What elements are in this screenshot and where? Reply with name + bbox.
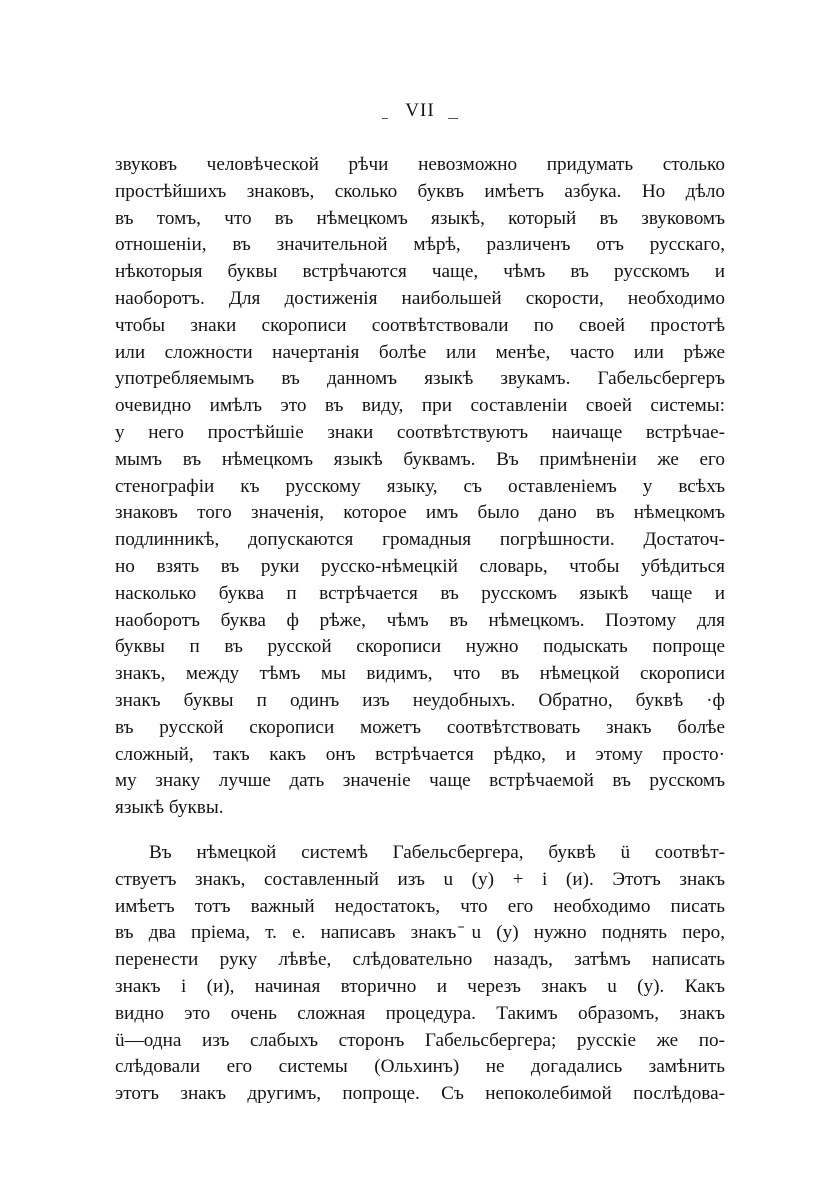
- text-line: наоборотъ. Для достиженія наибольшей скорости, необходимо: [115, 287, 725, 309]
- text-line: знакъ, между тѣмъ мы видимъ, что въ нѣмецкой скорописи: [115, 663, 725, 685]
- text-line: или сложности начертанія болѣе или менѣе, часто или рѣже: [115, 341, 725, 363]
- text-line: мымъ въ нѣмецкомъ языкѣ буквамъ. Въ примѣненіи же его: [115, 448, 725, 470]
- text-line: звуковъ человѣческой рѣчи невозможно придумать столько: [115, 154, 725, 175]
- text-line: въ два пріема, т. е. написавъ знакъ ̄u (у) нужно поднять перо,: [115, 922, 725, 944]
- body-text: [115, 152, 725, 1108]
- text-line: чтобы знаки скорописи соотвѣтствовали по своей простотѣ: [115, 314, 725, 336]
- text-line: перенести руку лѣвѣе, слѣдовательно назадъ, затѣмъ написать: [115, 949, 725, 971]
- text-line: въ томъ, что въ нѣмецкомъ языкѣ, который въ звуковомъ: [115, 207, 725, 229]
- text-line: ü—одна изъ слабыхъ сторонъ Габельсбергера; русскіе же по-: [115, 1029, 725, 1051]
- paragraph: [115, 152, 725, 822]
- text-line: знаковъ того значенія, которое имъ было дано въ нѣмецкомъ: [115, 502, 725, 524]
- text-line: имѣетъ тотъ важный недостатокъ, что его необходимо писать: [115, 895, 725, 917]
- text-line: знакъ i (и), начиная вторично и черезъ знакъ u (у). Какъ: [115, 975, 725, 997]
- text-line: сложный, такъ какъ онъ встрѣчается рѣдко, и этому просто·: [115, 743, 725, 765]
- text-line: отношеніи, въ значительной мѣрѣ, различенъ отъ русскаго,: [115, 234, 725, 256]
- text-line: стенографіи къ русскому языку, съ оставленіемъ у всѣхъ: [115, 475, 725, 497]
- text-line: подлинникѣ, допускаются громадныя погрѣшности. Достаточ-: [115, 529, 725, 551]
- text-line: употребляемымъ въ данномъ языкѣ звукамъ. Габельсбергеръ: [115, 368, 725, 390]
- text-line: нѣкоторыя буквы встрѣчаются чаще, чѣмъ въ русскомъ и: [115, 261, 725, 283]
- paragraph: [115, 840, 725, 1108]
- text-line: знакъ буквы п одинъ изъ неудобныхъ. Обратно, буквѣ ·ф: [115, 689, 725, 711]
- text-line: языкѣ буквы.: [115, 797, 224, 819]
- page-number: VII: [405, 100, 435, 121]
- text-line: наоборотъ буква ф рѣже, чѣмъ въ нѣмецкомъ. Поэтому для: [115, 609, 725, 631]
- text-line: очевидно имѣлъ это въ виду, при составленіи своей системы:: [115, 395, 725, 417]
- text-line: буквы п въ русской скорописи нужно подыскать попроще: [115, 636, 725, 658]
- text-line: видно это очень сложная процедура. Такимъ образомъ, знакъ: [115, 1002, 725, 1024]
- text-line: Въ нѣмецкой системѣ Габельсбергера, буквѣ ü соотвѣт-: [149, 841, 725, 863]
- text-line: насколько буква п встрѣчается въ русскомъ языкѣ чаще и: [115, 582, 725, 604]
- page-number-marks: [380, 118, 460, 122]
- text-line: ствуетъ знакъ, составленный изъ u (у) + i (и). Этотъ знакъ: [115, 868, 725, 890]
- text-line: но взять въ руки русско-нѣмецкій словарь, чтобы убѣдиться: [115, 555, 725, 577]
- text-line: простѣйшихъ знаковъ, сколько буквъ имѣетъ азбука. Но дѣло: [115, 180, 725, 202]
- text-line: слѣдовали его системы (Ольхинъ) не догадались замѣнить: [115, 1056, 725, 1078]
- paragraph-gap: [115, 822, 725, 840]
- text-line: у него простѣйшіе знаки соотвѣтствуютъ наичаще встрѣчае-: [115, 421, 725, 443]
- text-line: му знаку лучше дать значеніе чаще встрѣчаемой въ русскомъ: [115, 770, 725, 792]
- text-line: этотъ знакъ другимъ, попроще. Съ непоколебимой послѣдова-: [115, 1083, 725, 1105]
- text-line: въ русской скорописи можетъ соотвѣтствовать знакъ болѣе: [115, 716, 725, 738]
